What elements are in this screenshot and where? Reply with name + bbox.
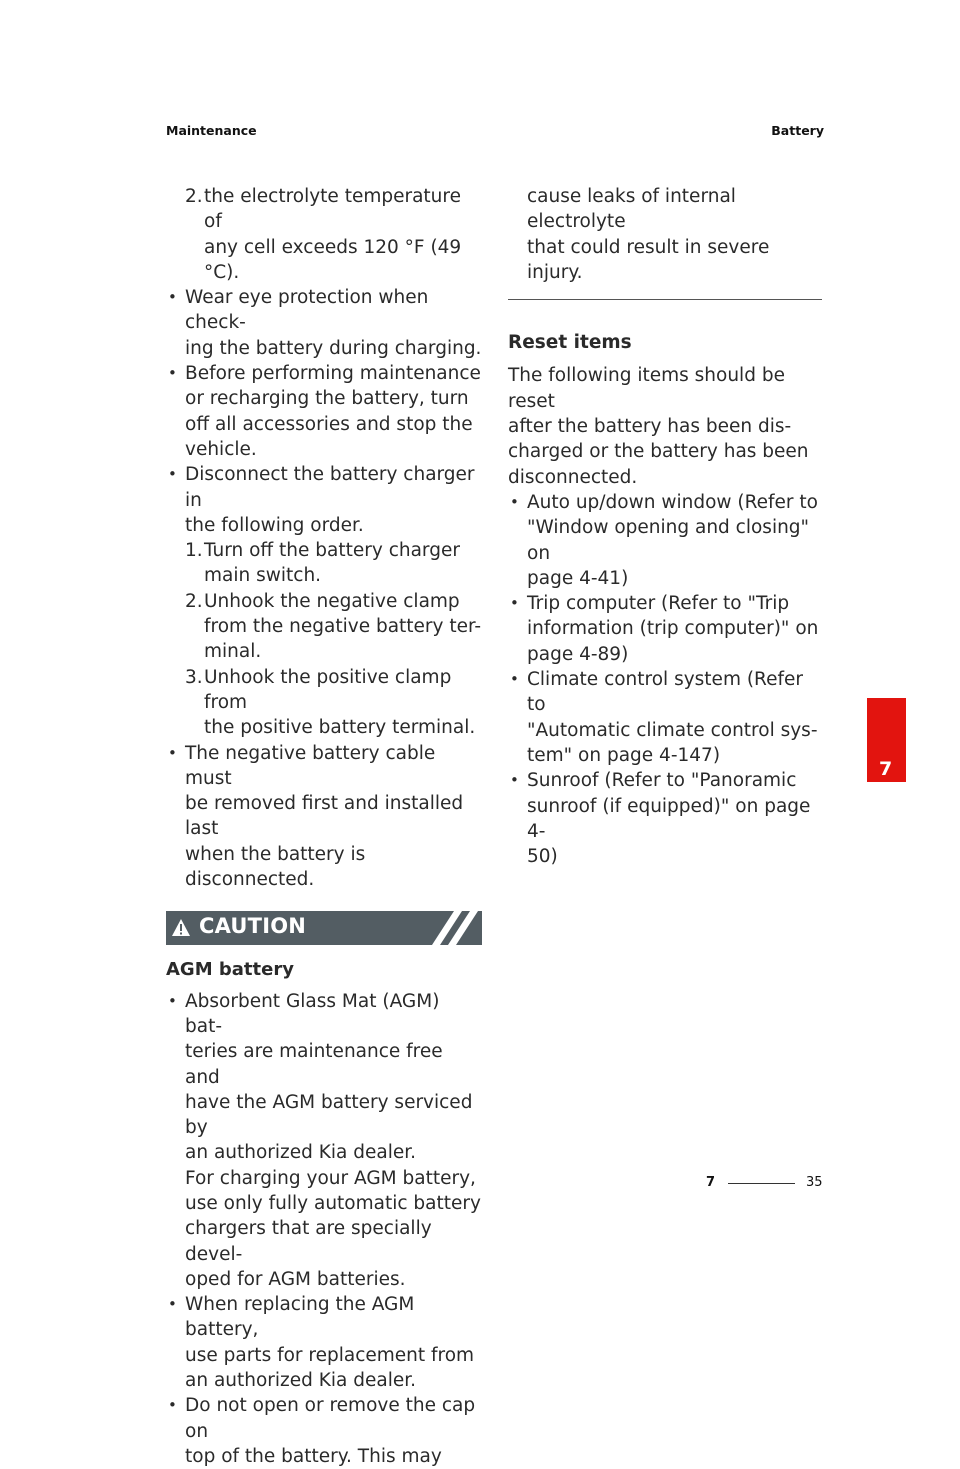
item-line: Climate control system (Refer to <box>527 669 803 716</box>
bullet-dot: • <box>168 991 177 1010</box>
item-line: have the AGM battery serviced by <box>185 1091 473 1139</box>
caution-label: CAUTION <box>199 914 307 939</box>
item-line: disconnected. <box>508 466 638 488</box>
item-line: ing the battery during charging. <box>185 337 482 359</box>
item-line: top of the battery. This may <box>185 1445 442 1467</box>
item-line: 50) <box>527 846 558 868</box>
bullet-dot: • <box>168 1396 177 1415</box>
caution-banner <box>166 911 482 945</box>
item-line: oped for AGM batteries. <box>185 1268 406 1290</box>
section-heading: Reset items <box>508 332 632 354</box>
item-line: or recharging the battery, turn <box>185 388 469 410</box>
item-line: Do not open or remove the cap on <box>185 1395 476 1442</box>
item-line: after the battery has been dis- <box>508 416 792 438</box>
item-line: Before performing maintenance <box>185 363 481 385</box>
item-line: Unhook the positive clamp from <box>204 666 452 713</box>
bullet-dot: • <box>168 743 177 762</box>
item-line: an authorized Kia dealer. <box>185 1370 417 1392</box>
warning-triangle-icon <box>171 918 191 944</box>
item-line: main switch. <box>204 565 322 587</box>
right-column <box>508 184 824 869</box>
item-line: use only fully automatic battery <box>185 1192 481 1214</box>
bullet-item <box>166 285 482 361</box>
item-line: When replacing the AGM battery, <box>185 1294 415 1341</box>
numbered-item <box>166 184 482 285</box>
item-line: Turn off the battery charger <box>204 540 460 562</box>
item-line: information (trip computer)" on <box>527 618 819 640</box>
item-line: page 4-41) <box>527 567 629 589</box>
item-line: page 4-89) <box>527 643 629 665</box>
bullet-dot: • <box>510 670 519 689</box>
caution-stripes <box>422 911 482 945</box>
caution-end-rule <box>508 299 822 300</box>
item-line: minal. <box>204 641 262 663</box>
bullet-item <box>166 989 482 1293</box>
reset-item <box>508 667 824 768</box>
running-header-section: Maintenance <box>166 123 257 138</box>
item-number: 2. <box>185 186 203 207</box>
item-line: cause leaks of internal electrolyte <box>527 186 736 233</box>
chapter-tab <box>867 698 906 782</box>
item-line: from the negative battery ter- <box>204 616 482 638</box>
item-line: Wear eye protection when check- <box>185 287 429 334</box>
item-line: charged or the battery has been <box>508 441 809 463</box>
running-header-topic: Battery <box>771 123 824 138</box>
footer-chapter-number: 7 <box>706 1175 716 1190</box>
bullet-dot: • <box>168 288 177 307</box>
numbered-step <box>166 538 482 589</box>
bullet-dot: • <box>168 465 177 484</box>
item-line: Sunroof (Refer to "Panoramic <box>527 770 797 792</box>
intro-paragraph <box>508 363 824 489</box>
bullet-item <box>166 741 482 893</box>
item-line: chargers that are specially devel- <box>185 1218 432 1265</box>
item-line: The negative battery cable must <box>185 742 436 789</box>
reset-item <box>508 490 824 591</box>
bullet-dot: • <box>510 492 519 511</box>
item-line: For charging your AGM battery, <box>185 1167 476 1189</box>
item-line: that could result in severe injury. <box>527 236 770 283</box>
continued-text <box>508 184 824 285</box>
item-line: The following items should be reset <box>508 365 785 412</box>
item-line: an authorized Kia dealer. <box>185 1142 417 1164</box>
item-line: "Automatic climate control sys- <box>527 719 818 741</box>
bullet-dot: • <box>510 771 519 790</box>
reset-item <box>508 591 824 667</box>
item-line: Absorbent Glass Mat (AGM) bat- <box>185 990 440 1037</box>
item-line: off all accessories and stop the <box>185 413 473 435</box>
bullet-item <box>166 462 482 538</box>
footer-page-number: 35 <box>806 1175 823 1190</box>
item-line: when the battery is disconnected. <box>185 843 366 891</box>
bullet-item <box>166 1393 482 1469</box>
reset-item <box>508 768 824 869</box>
item-line: Auto up/down window (Refer to <box>527 491 818 513</box>
agm-heading: AGM battery <box>166 959 294 981</box>
footer-divider <box>728 1183 795 1184</box>
item-line: use parts for replacement from <box>185 1344 475 1366</box>
item-line: the following order. <box>185 514 364 536</box>
bullet-dot: • <box>168 1295 177 1314</box>
numbered-step <box>166 665 482 741</box>
item-line: Unhook the negative clamp <box>204 590 460 612</box>
item-line: any cell exceeds 120 °F (49 °C). <box>204 236 462 283</box>
item-line: Disconnect the battery charger in <box>185 464 475 511</box>
item-line: "Window opening and closing" on <box>527 517 810 564</box>
item-line: tem" on page 4-147) <box>527 744 721 766</box>
step-number: 2. <box>185 590 203 612</box>
step-number: 1. <box>185 540 203 562</box>
item-line: Trip computer (Refer to "Trip <box>527 593 790 615</box>
bullet-dot: • <box>510 594 519 613</box>
bullet-item <box>166 1292 482 1393</box>
item-line: teries are maintenance free and <box>185 1041 443 1088</box>
bullet-item <box>166 361 482 462</box>
item-line: be removed first and installed last <box>185 793 464 840</box>
step-number: 3. <box>185 666 203 688</box>
item-line: vehicle. <box>185 438 257 460</box>
item-line: the positive battery terminal. <box>204 717 476 739</box>
left-column <box>166 184 482 1469</box>
bullet-dot: • <box>168 364 177 383</box>
numbered-step <box>166 589 482 665</box>
item-line: the electrolyte temperature of <box>204 186 461 233</box>
chapter-tab-number: 7 <box>879 758 893 780</box>
item-line: sunroof (if equipped)" on page 4- <box>527 795 811 842</box>
